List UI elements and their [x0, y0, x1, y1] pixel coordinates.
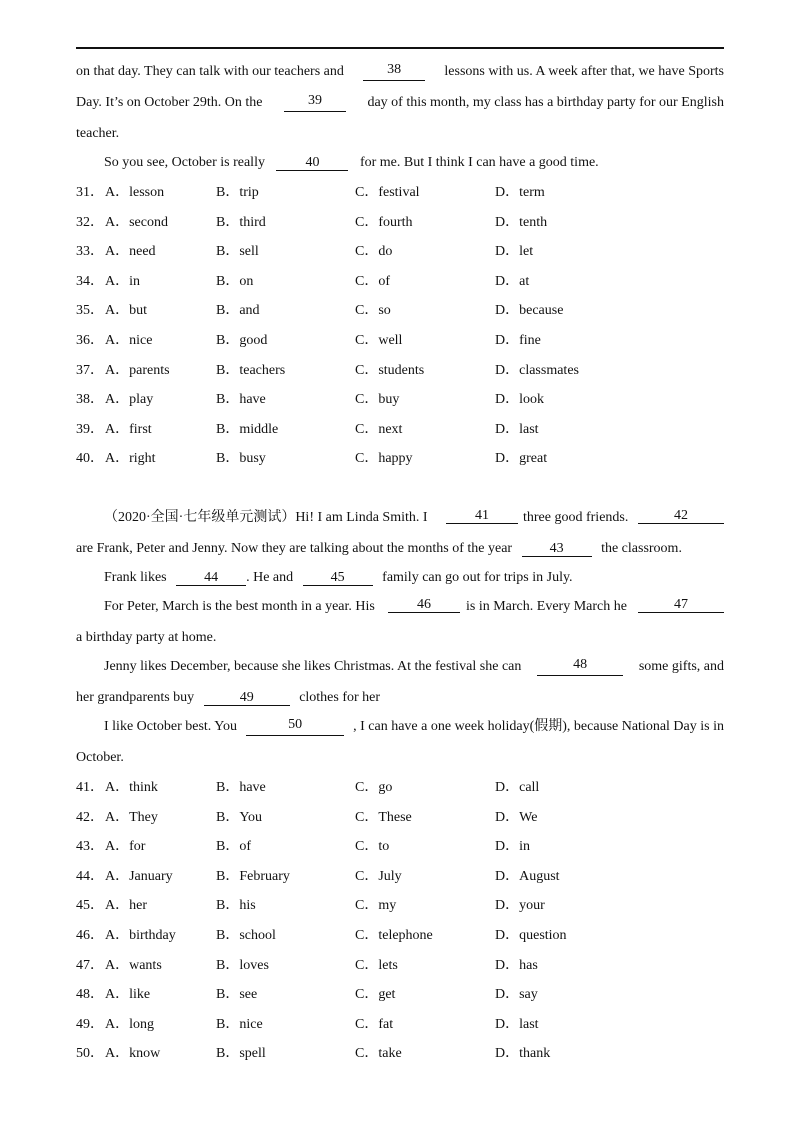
- option-c: C．buy: [355, 392, 400, 408]
- question-number: 36．: [76, 333, 104, 348]
- blank-39: 39: [284, 94, 346, 112]
- option-c: C．go: [355, 780, 393, 795]
- question-number: 46．: [76, 928, 104, 943]
- question-number: 35．: [76, 303, 104, 319]
- option-b: B．trip: [216, 185, 259, 200]
- option-b: B．teachers: [216, 362, 286, 378]
- option-b: B．good: [216, 333, 268, 348]
- blank-48: 48: [537, 658, 623, 676]
- option-c: C．my: [355, 898, 397, 914]
- option-d: D．say: [495, 987, 538, 1003]
- option-d: D．your: [495, 898, 545, 914]
- option-a: A．second: [105, 214, 168, 230]
- blank-47: 47: [638, 598, 724, 613]
- question-number: 41．: [76, 780, 104, 795]
- passage-text: some gifts, and: [638, 659, 724, 674]
- passage1-line3: teacher.: [76, 126, 120, 141]
- question-number: 38．: [76, 392, 104, 408]
- passage-text: For Peter, March is the best month in a year. His: [104, 599, 375, 614]
- option-a: A．like: [105, 987, 151, 1003]
- option-d: D．fine: [495, 333, 541, 348]
- option-b: B．sell: [216, 244, 259, 260]
- blank-41: 41: [446, 509, 518, 524]
- passage-text: are Frank, Peter and Jenny. Now they are talking about the months of the year: [76, 541, 513, 556]
- option-d: D．look: [495, 392, 544, 408]
- question-number: 44．: [76, 868, 104, 884]
- option-a: A．in: [105, 273, 140, 289]
- passage-text: on that day. They can talk with our teachers and: [76, 64, 344, 79]
- passage-text: Jenny likes December, because she likes Christmas. At the festival she can: [104, 659, 522, 674]
- blank-45: 45: [303, 571, 373, 586]
- option-d: D．question: [495, 928, 567, 943]
- option-b: B．have: [216, 780, 266, 795]
- option-c: C．students: [355, 362, 425, 378]
- option-b: B．loves: [216, 957, 269, 973]
- option-b: B．spell: [216, 1046, 266, 1062]
- passage2-line6: [104, 658, 724, 676]
- passage1-line4: [104, 154, 724, 172]
- blank-42: 42: [638, 509, 724, 524]
- passage-text: three good friends.: [523, 510, 629, 525]
- question-number: 48．: [76, 987, 104, 1003]
- option-c: C．telephone: [355, 928, 433, 943]
- passage-text: . He and: [246, 570, 294, 585]
- option-c: C．festival: [355, 185, 420, 200]
- option-c: C．July: [355, 868, 402, 884]
- option-b: B．February: [216, 868, 290, 884]
- passage-text: for me. But I think I can have a good time.: [359, 155, 599, 170]
- passage-text: , I can have a one week holiday(假期), because National Day is in: [353, 719, 724, 734]
- option-a: A．first: [105, 421, 152, 437]
- option-b: B．third: [216, 214, 266, 230]
- question-number: 43．: [76, 839, 104, 855]
- option-b: B．of: [216, 839, 251, 855]
- passage-text: day of this month, my class has a birthday party for our English: [367, 95, 724, 110]
- option-a: A．lesson: [105, 185, 165, 200]
- option-d: D．thank: [495, 1046, 551, 1062]
- option-a: A．long: [105, 1016, 154, 1032]
- question-number: 31．: [76, 185, 104, 200]
- option-c: C．These: [355, 809, 412, 825]
- option-d: D．because: [495, 303, 564, 319]
- option-b: B．school: [216, 928, 276, 943]
- option-d: D．tenth: [495, 214, 548, 230]
- passage1-line2: [76, 94, 724, 112]
- option-a: A．right: [105, 451, 156, 467]
- passage-text: clothes for her: [299, 690, 381, 705]
- option-c: C．take: [355, 1046, 402, 1062]
- option-d: D．at: [495, 273, 530, 289]
- option-d: D．last: [495, 421, 539, 437]
- option-c: C．of: [355, 273, 390, 289]
- question-number: 32．: [76, 214, 104, 230]
- option-b: B．his: [216, 898, 256, 914]
- option-c: C．fat: [355, 1016, 394, 1032]
- option-b: B．nice: [216, 1016, 263, 1032]
- option-c: C．well: [355, 333, 403, 348]
- option-c: C．lets: [355, 957, 398, 973]
- option-a: A．wants: [105, 957, 162, 973]
- passage2-line5: a birthday party at home.: [76, 630, 217, 645]
- question-number: 45．: [76, 898, 104, 914]
- option-d: D．We: [495, 809, 538, 825]
- option-b: B．and: [216, 303, 260, 319]
- passage-text: So you see, October is really: [104, 155, 265, 170]
- source-and-text: （2020·全国·七年级单元测试）Hi! I am Linda Smith. I: [104, 510, 428, 525]
- option-a: A．think: [105, 780, 158, 795]
- option-a: A．but: [105, 303, 147, 319]
- option-c: C．so: [355, 303, 391, 319]
- blank-50: 50: [246, 718, 344, 736]
- option-b: B．have: [216, 392, 266, 408]
- question-number: 34．: [76, 273, 104, 289]
- option-c: C．next: [355, 421, 403, 437]
- option-a: A．for: [105, 839, 146, 855]
- passage-text: lessons with us. A week after that, we have Sports: [444, 64, 724, 79]
- passage-text: the classroom.: [601, 541, 682, 556]
- blank-46: 46: [388, 598, 460, 613]
- option-b: B．see: [216, 987, 258, 1003]
- option-d: D．has: [495, 957, 538, 973]
- option-d: D．classmates: [495, 362, 579, 378]
- passage-text: I like October best. You: [104, 719, 237, 734]
- question-number: 47．: [76, 957, 104, 973]
- question-number: 37．: [76, 362, 104, 378]
- question-number: 42．: [76, 809, 104, 825]
- question-number: 40．: [76, 451, 104, 467]
- option-a: A．need: [105, 244, 156, 260]
- option-d: D．August: [495, 868, 560, 884]
- passage2-line7: [76, 689, 724, 707]
- option-b: B．middle: [216, 421, 279, 437]
- header-rule: [76, 47, 724, 49]
- option-b: B．busy: [216, 451, 266, 467]
- blank-49: 49: [204, 691, 290, 706]
- passage2-line8: [104, 718, 724, 736]
- option-c: C．to: [355, 839, 390, 855]
- blank-40: 40: [276, 156, 348, 171]
- passage-text: her grandparents buy: [76, 690, 195, 705]
- passage2-line9: October.: [76, 750, 124, 765]
- question-number: 50．: [76, 1046, 104, 1062]
- option-c: C．get: [355, 987, 396, 1003]
- option-a: A．play: [105, 392, 154, 408]
- option-a: A．January: [105, 868, 173, 884]
- option-d: D．let: [495, 244, 534, 260]
- option-a: A．They: [105, 809, 158, 825]
- passage-text: is in March. Every March he: [466, 599, 627, 614]
- passage1-line1: [76, 63, 724, 81]
- blank-43: 43: [522, 542, 592, 557]
- option-a: A．nice: [105, 333, 153, 348]
- option-c: C．do: [355, 244, 393, 260]
- option-b: B．You: [216, 809, 263, 825]
- question-number: 33．: [76, 244, 104, 260]
- passage-text: Frank likes: [104, 570, 167, 585]
- option-d: D．in: [495, 839, 530, 855]
- option-d: D．call: [495, 780, 540, 795]
- option-d: D．last: [495, 1016, 539, 1032]
- option-a: A．birthday: [105, 928, 176, 943]
- option-c: C．fourth: [355, 214, 413, 230]
- option-a: A．her: [105, 898, 147, 914]
- blank-44: 44: [176, 571, 246, 586]
- option-d: D．great: [495, 451, 548, 467]
- passage-text: family can go out for trips in July.: [382, 570, 573, 585]
- passage-text: Day. It’s on October 29th. On the: [76, 95, 263, 110]
- option-c: C．happy: [355, 451, 413, 467]
- option-a: A．parents: [105, 362, 170, 378]
- option-b: B．on: [216, 273, 254, 289]
- question-number: 49．: [76, 1016, 104, 1032]
- option-d: D．term: [495, 185, 545, 200]
- passage2-line2: [76, 540, 724, 558]
- question-number: 39．: [76, 421, 104, 437]
- option-a: A．know: [105, 1046, 161, 1062]
- passage2-line3: [104, 569, 724, 587]
- blank-38: 38: [363, 63, 425, 81]
